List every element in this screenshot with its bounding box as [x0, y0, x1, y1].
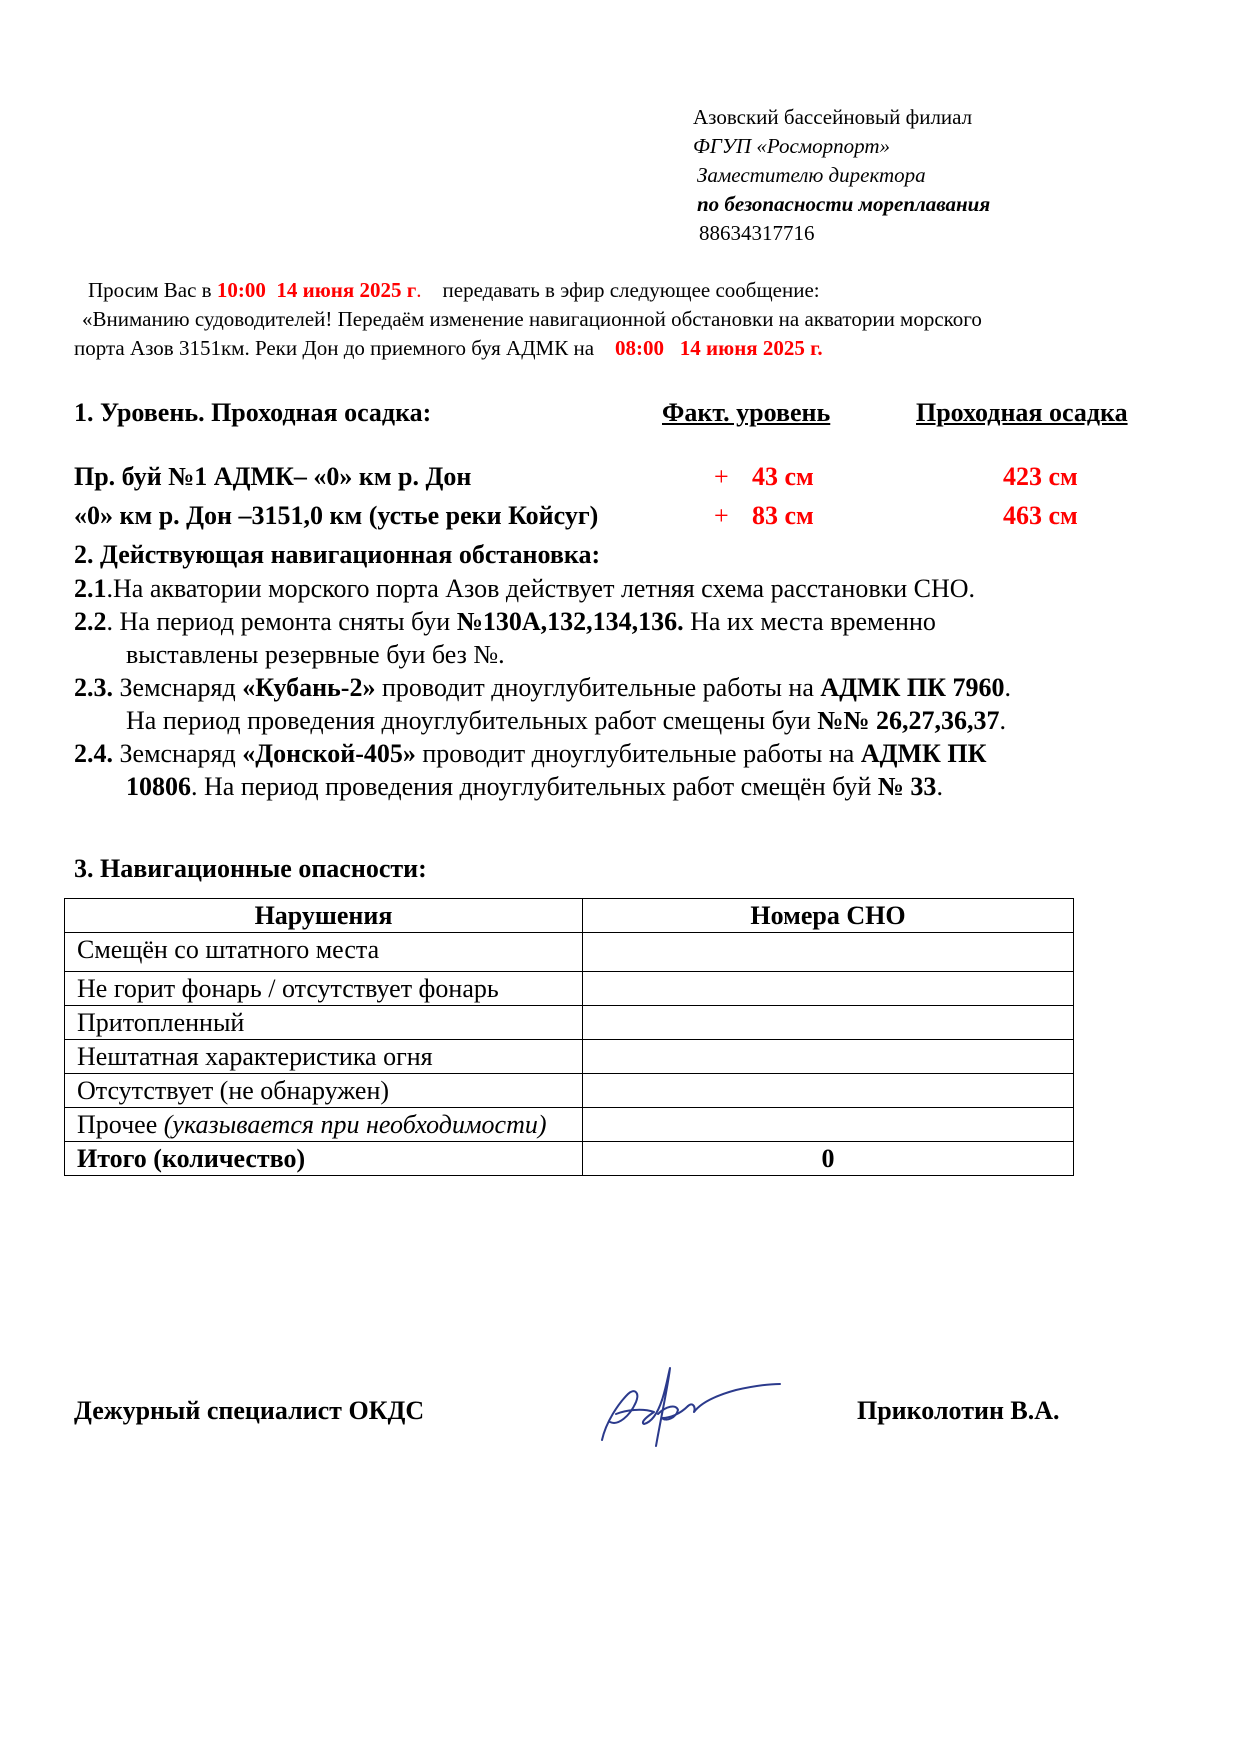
nav-item-2-4-text: Земснаряд [113, 739, 243, 768]
nav-item-2-4-line-2 [126, 770, 943, 803]
nav-item-2-3-line-2-text: На период проведения дноуглубительных работ смещены буи [126, 706, 818, 735]
nav-item-2-4-location-2: 10806 [126, 772, 191, 801]
request-date: 14 июня 2025 г [276, 278, 417, 302]
hazard-value [583, 1006, 1074, 1040]
nav-item-2-3-num: 2.3. [74, 673, 113, 702]
table-row [65, 1006, 1074, 1040]
addressee-line-1: Азовский бассейновый филиал [693, 105, 973, 129]
hazards-heading: 3. Навигационные опасности: [74, 854, 427, 883]
nav-item-2-4-location: АДМК ПК [860, 739, 987, 768]
table-row [65, 1040, 1074, 1074]
hazard-label: Не горит фонарь / отсутствует фонарь [65, 972, 583, 1006]
handwritten-signature [596, 1352, 786, 1452]
level-col-fact: Факт. уровень [662, 398, 831, 427]
nav-item-2-4-line-2-text: . На период проведения дноуглубительных работ смещён буй [191, 772, 878, 801]
nav-item-2-3 [74, 671, 1011, 704]
addressee-phone: 88634317716 [699, 221, 815, 245]
table-header-row [65, 899, 1074, 933]
nav-item-2-4-dredger: «Донской-405» [242, 739, 416, 768]
col-violations-header: Нарушения [65, 899, 583, 933]
nav-item-2-1-text: .На акватории морского порта Азов действует летняя схема расстановки СНО. [106, 574, 976, 603]
table-row-total [65, 1142, 1074, 1176]
nav-item-2-2-text: . На период ремонта сняты буи [106, 607, 457, 636]
request-line-2: «Вниманию судоводителей! Передаём изменение навигационной обстановки на акватории морского [82, 307, 982, 331]
nav-item-2-3-text-2: проводит дноуглубительные работы на [375, 673, 821, 702]
col-numbers-header: Номера СНО [583, 899, 1074, 933]
request-line-3-text: порта Азов 3151км. Реки Дон до приемного буя АДМК на [74, 336, 595, 360]
hazard-value [583, 1074, 1074, 1108]
level-row-2-fact: 83 см [752, 501, 814, 530]
hazard-label: Притопленный [65, 1006, 583, 1040]
hazard-other-note: (указывается при необходимости) [163, 1110, 547, 1139]
hazard-label: Нештатная характеристика огня [65, 1040, 583, 1074]
hazard-other-label: Прочее [77, 1110, 164, 1139]
nav-item-2-3-line-2 [126, 704, 1006, 737]
level-row-1-sign: + [714, 462, 729, 491]
table-row [65, 972, 1074, 1006]
nav-item-2-3-text: Земснаряд [113, 673, 243, 702]
hazards-table [64, 898, 1074, 1176]
level-row-1-fact: 43 см [752, 462, 814, 491]
nav-item-2-1-num: 2.1 [74, 574, 107, 603]
request-line-1 [88, 276, 820, 305]
request-line-3 [74, 334, 823, 363]
level-row-2-sign: + [714, 501, 729, 530]
nav-item-2-3-location: АДМК ПК 7960 [820, 673, 1005, 702]
request-time: 10:00 [216, 278, 266, 302]
nav-item-2-2-num: 2.2 [74, 607, 107, 636]
nav-item-2-1 [74, 572, 975, 605]
table-row-other [65, 1108, 1074, 1142]
hazard-value [583, 972, 1074, 1006]
hazard-value [583, 933, 1074, 972]
request-prefix: Просим Вас в [88, 278, 212, 302]
navigation-heading: 2. Действующая навигационная обстановка: [74, 540, 601, 569]
hazard-label: Отсутствует (не обнаружен) [65, 1074, 583, 1108]
nav-item-2-4-num: 2.4. [74, 739, 113, 768]
level-heading: 1. Уровень. Проходная осадка: [74, 398, 432, 427]
nav-item-2-3-line-2-dot: . [999, 706, 1007, 735]
total-value: 0 [583, 1142, 1074, 1176]
request-date-dot: . [416, 278, 422, 302]
level-row-1-name: Пр. буй №1 АДМК– «0» км р. Дон [74, 462, 472, 491]
nav-item-2-2-text-2: На их места временно [683, 607, 936, 636]
hazard-label: Смещён со штатного места [65, 933, 583, 972]
nav-item-2-3-dredger: «Кубань-2» [242, 673, 376, 702]
table-row [65, 933, 1074, 972]
nav-item-2-2-line-2: выставлены резервные буи без №. [126, 640, 505, 669]
nav-item-2-2 [74, 605, 936, 638]
level-col-draft: Проходная осадка [916, 398, 1128, 427]
request-time-2: 08:00 [615, 336, 665, 360]
nav-item-2-4-buoy: № 33 [877, 772, 937, 801]
table-row [65, 1074, 1074, 1108]
hazard-other-value [583, 1108, 1074, 1142]
nav-item-2-2-buoys: №130А,132,134,136. [456, 607, 684, 636]
total-label: Итого (количество) [65, 1142, 583, 1176]
request-suffix: передавать в эфир следующее сообщение: [442, 278, 820, 302]
nav-item-2-3-buoys: №№ 26,27,36,37 [817, 706, 1000, 735]
addressee-line-4: по безопасности мореплавания [697, 192, 991, 216]
signature-name: Приколотин В.А. [857, 1396, 1060, 1425]
hazard-other-cell [65, 1108, 583, 1142]
level-row-2-name: «0» км р. Дон –3151,0 км (устье реки Койсуг) [74, 501, 599, 530]
addressee-line-3: Заместителю директора [697, 163, 926, 187]
nav-item-2-4-line-2-dot: . [936, 772, 943, 801]
addressee-line-2: ФГУП «Росморпорт» [693, 134, 891, 158]
level-row-2-draft: 463 см [1003, 501, 1078, 530]
level-row-1-draft: 423 см [1003, 462, 1078, 491]
nav-item-2-4 [74, 737, 986, 770]
hazard-value [583, 1040, 1074, 1074]
nav-item-2-4-text-2: проводит дноуглубительные работы на [415, 739, 861, 768]
nav-item-2-3-dot: . [1004, 673, 1012, 702]
request-date-2: 14 июня 2025 г. [679, 336, 823, 360]
signature-position: Дежурный специалист ОКДС [74, 1396, 425, 1425]
